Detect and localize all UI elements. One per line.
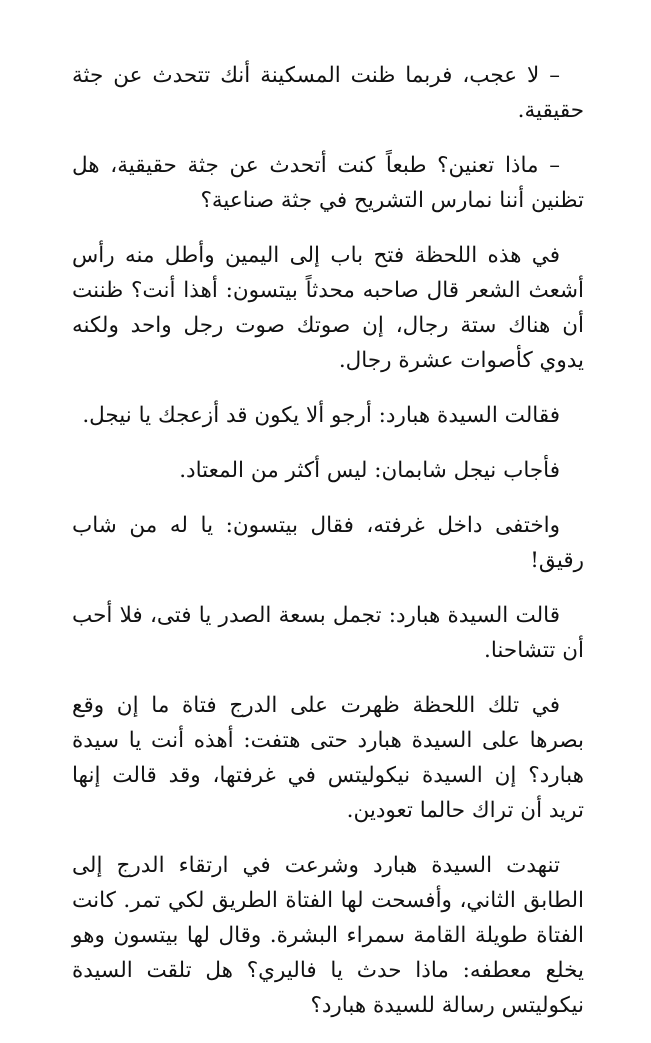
paragraph-4: فقالت السيدة هبارد: أرجو ألا يكون قد أزعجك يا نيجل. (82, 403, 560, 428)
paragraph-8: في تلك اللحظة ظهرت على الدرج فتاة ما إن وقع بصرها على السيدة هبارد حتى هتفت: أهذه أنت يا سيدة هبارد؟ إن السيدة نيكوليتس في غرفتها، وقد قالت إنها تريد أن تراك حالما تعودين. (72, 693, 584, 823)
paragraph-1: – لا عجب، فربما ظنت المسكينة أنك تتحدث عن جثة حقيقية. (72, 63, 584, 123)
paragraph-2: – ماذا تعنين؟ طبعاً كنت أتحدث عن جثة حقيقية، هل تظنين أننا نمارس التشريح في جثة صناعية؟ (72, 153, 584, 213)
book-page (72, 58, 584, 1043)
paragraph-7: قالت السيدة هبارد: تجمل بسعة الصدر يا فتى، فلا أحب أن تتشاحنا. (72, 603, 584, 663)
paragraph-9: تنهدت السيدة هبارد وشرعت في ارتقاء الدرج إلى الطابق الثاني، وأفسحت لها الفتاة الطريق لكي تمر. كانت الفتاة طويلة القامة سمراء البشرة. وقال لها بيتسون وهو يخلع معطفه: ماذا حدث يا فاليري؟ هل تلقت السيدة نيكوليتس رسالة للسيدة هبارد؟ (72, 853, 584, 1018)
paragraph-6: واختفى داخل غرفته، فقال بيتسون: يا له من شاب رقيق! (72, 513, 584, 573)
paragraph-3: في هذه اللحظة فتح باب إلى اليمين وأطل منه رأس أشعث الشعر قال صاحبه محدثاً بيتسون: أهذا أنت؟ ظننت أن هناك ستة رجال، إن صوتك صوت رجل واحد ولكنه يدوي كأصوات عشرة رجال. (72, 243, 584, 373)
paragraph-5: فأجاب نيجل شابمان: ليس أكثر من المعتاد. (179, 458, 560, 483)
